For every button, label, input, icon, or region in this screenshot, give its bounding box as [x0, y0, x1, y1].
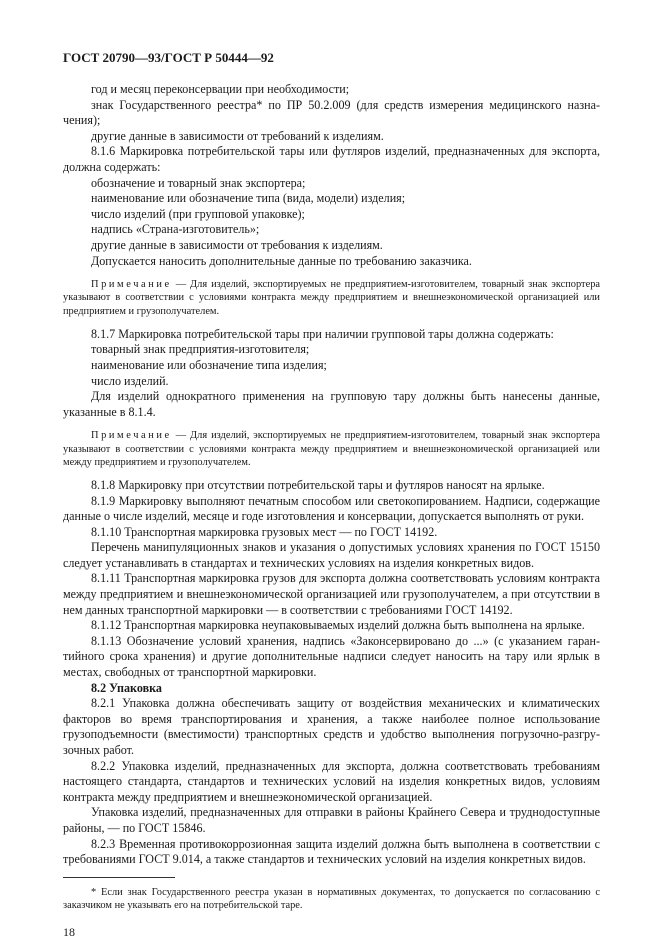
- note-label: Примечание: [91, 279, 172, 291]
- paragraph: наименование или обозначение типа (вида, модели) изделия;: [91, 191, 406, 206]
- clause-8-1-6: 8.1.6 Маркировка потребительской тары или футляров изделий, предназначенных для экспорта, должна содержать:: [63, 144, 600, 174]
- paragraph: обозначение и товарный знак экспортера;: [91, 175, 306, 190]
- clause-8-1-11: 8.1.11 Транспортная маркировка грузов для экспорта должна соответствовать условиям контракта между предприятием и внешнеэкономической организацией или грузополучателем, а при отсутствии в нем данных транспортной маркировки — в соответствии с требованиями ГОСТ 14192.: [63, 571, 600, 617]
- clause-8-1-12: 8.1.12 Транспортная маркировка неупаковываемых изделий должна быть выполнена на ярлыке.: [91, 618, 585, 633]
- clause-8-1-9: 8.1.9 Маркировку выполняют печатным способом или светокопированием. Надписи, содержащие данные о числе изделий, месяце и годе изготовления и консервации, допускается выполнять от руки.: [63, 493, 600, 524]
- clauses-8-1-8-to-8-1-13: [63, 478, 600, 681]
- note-text: — Для изделий, экспортируемых не предприятием-изготовителем, товарный знак экспортера указывают в соответствии с условиями контракта между предприятием и внешнеэкономической организацией или предприятием и грузополучателем.: [63, 279, 600, 317]
- paragraph: товарный знак предприятия-изготовителя;: [91, 342, 310, 357]
- footnote-divider: [63, 877, 175, 878]
- note-1: [63, 278, 600, 318]
- clause-8-1-10: 8.1.10 Транспортная маркировка грузовых мест — по ГОСТ 14192.: [91, 524, 438, 539]
- paragraph: Для изделий однократного применения на групповую тару должны быть нанесены данные, указанные в 8.1.4.: [63, 389, 600, 419]
- paragraph: Упаковка изделий, предназначенных для отправки в районы Крайнего Севера и труднодоступные районы, — по ГОСТ 15846.: [63, 805, 600, 835]
- note-2: [63, 429, 600, 469]
- clause-8-1-7-block: [63, 327, 600, 421]
- section-heading-8-2: 8.2 Упаковка: [91, 680, 162, 695]
- paragraph: Допускается наносить дополнительные данные по требованию заказчика.: [91, 253, 472, 268]
- marking-list-continued: [63, 82, 600, 269]
- page-number: 18: [63, 924, 75, 939]
- paragraph: знак Государственного реестра* по ПР 50.2.009 (для средств измерения медицинского назначения);: [63, 97, 600, 128]
- paragraph: Перечень манипуляционных знаков и указания о допустимых условиях хранения по ГОСТ 15150 следует устанавливать в стандартах и технических условиях на изделия конкретных видов.: [63, 540, 600, 570]
- paragraph: наименование или обозначение типа изделия;: [91, 357, 327, 372]
- paragraph: надпись «Страна-изготовитель»;: [91, 222, 260, 237]
- running-header: ГОСТ 20790—93/ГОСТ Р 50444—92: [63, 50, 274, 65]
- paragraph: число изделий (при групповой упаковке);: [91, 206, 305, 221]
- clause-8-2-1: 8.2.1 Упаковка должна обеспечивать защиту от воздействия механических и климатических факторов во время транспортирования и хранения, а также наиболее полное использование грузоподъемности (вместимости) транспортных средств и удобство выполнения погрузочно-разгрузочных работ.: [63, 696, 600, 757]
- paragraph: число изделий.: [91, 373, 169, 388]
- paragraph: другие данные в зависимости от требований к изделиям.: [91, 128, 384, 143]
- note-text: — Для изделий, экспортируемых не предприятием-изготовителем, товарный знак экспортера указывают в соответствии с условиями контракта между предприятием и внешнеэкономической организацией или между предприятием и грузополучателем.: [63, 430, 600, 468]
- clause-8-2-3: 8.2.3 Временная противокоррозионная защита изделий должна быть выполнена в соответствии с требованиями ГОСТ 9.014, а также стандартов и технических условий на изделия конкретных видов.: [63, 836, 600, 867]
- note-label: Примечание: [91, 430, 172, 442]
- clause-8-1-7: 8.1.7 Маркировка потребительской тары при наличии групповой тары должна содержать:: [91, 326, 554, 341]
- paragraph: год и месяц переконсервации при необходимости;: [91, 82, 350, 96]
- footnote: * Если знак Государственного реестра указан в нормативных документах, то допускается по согласованию с заказчиком не указывать его на потребительской таре.: [63, 886, 600, 912]
- document-page: [63, 50, 600, 940]
- section-8-2-body: [63, 696, 600, 868]
- paragraph: другие данные в зависимости от требования к изделиям.: [91, 237, 383, 252]
- clause-8-2-2: 8.2.2 Упаковка изделий, предназначенных для экспорта, должна соответствовать требованиям настоящего стандарта, стандартов и технических условий на изделия конкретных видов, условиям контракта между предприятием и внешнеэкономической организацией.: [63, 758, 600, 804]
- clause-8-1-8: 8.1.8 Маркировку при отсутствии потребительской тары и футляров наносят на ярлыке.: [91, 477, 545, 492]
- clause-8-1-13: 8.1.13 Обозначение условий хранения, надпись «Законсервировано до ...» (с указанием гарантийного срока хранения) и другие дополнительные надписи следует наносить на тару или ярлык в местах, свободных от транспортной маркировки.: [63, 633, 600, 680]
